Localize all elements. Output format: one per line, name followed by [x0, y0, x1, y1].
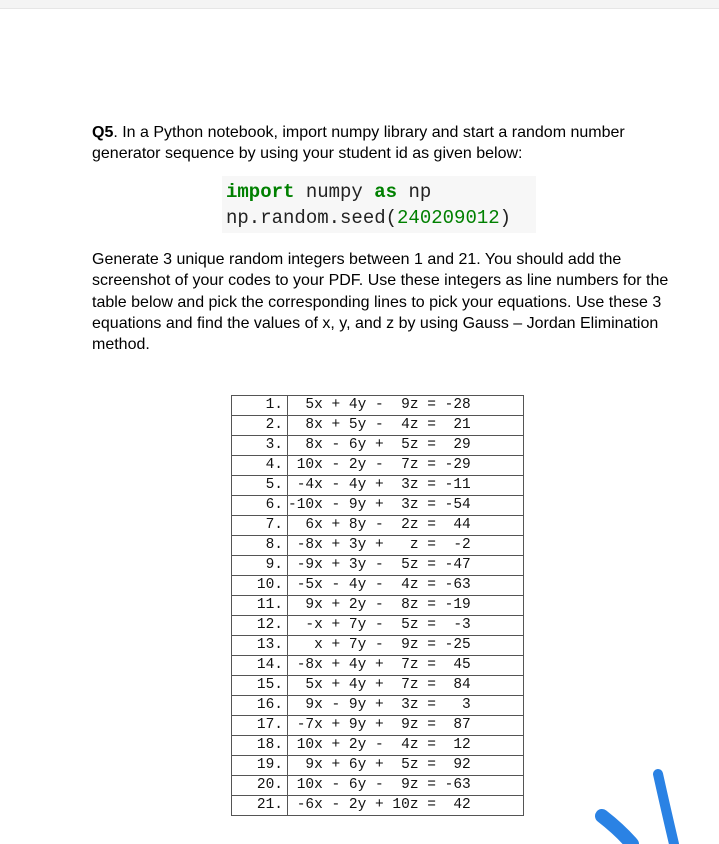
line-number: 3.: [232, 436, 288, 456]
equation: 5x + 4y + 7z = 84: [288, 676, 524, 696]
question-number: Q5: [92, 124, 114, 141]
equation: 5x + 4y - 9z = -28: [288, 396, 524, 416]
table-row: [232, 436, 524, 456]
equation: 9x + 6y + 5z = 92: [288, 756, 524, 776]
line-number: 21.: [232, 796, 288, 816]
table-row: [232, 716, 524, 736]
line-number: 15.: [232, 676, 288, 696]
equation: 10x + 2y - 4z = 12: [288, 736, 524, 756]
equation: 10x - 2y - 7z = -29: [288, 456, 524, 476]
code-keyword-as: as: [374, 181, 398, 203]
line-number: 16.: [232, 696, 288, 716]
code-line-1: [226, 179, 536, 205]
table-row: [232, 676, 524, 696]
code-call: np.random.seed(: [226, 207, 398, 229]
question-body: . In a Python notebook, import numpy library and start a random number generator sequence by using your student id as given below:: [92, 124, 625, 162]
code-close-paren: ): [499, 207, 512, 229]
equation: 10x - 6y - 9z = -63: [288, 776, 524, 796]
equation: -5x - 4y - 4z = -63: [288, 576, 524, 596]
table-row: [232, 756, 524, 776]
line-number: 7.: [232, 516, 288, 536]
line-number: 20.: [232, 776, 288, 796]
equation: x + 7y - 9z = -25: [288, 636, 524, 656]
question-text: [92, 122, 677, 164]
check-mark-icon: [590, 760, 700, 844]
table-row: [232, 556, 524, 576]
line-number: 19.: [232, 756, 288, 776]
instructions-paragraph: Generate 3 unique random integers between 1 and 21. You should add the screenshot of your codes to your PDF. Use these integers as line numbers for the table below and pick the corresponding lines to pick your equations. Use these 3 equations and find the values of x, y, and z by using Gauss – Jordan Elimination method.: [92, 251, 669, 354]
table-row: [232, 616, 524, 636]
equation: 6x + 8y - 2z = 44: [288, 516, 524, 536]
equation: -8x + 3y + z = -2: [288, 536, 524, 556]
code-block: [222, 176, 536, 233]
equation: 8x - 6y + 5z = 29: [288, 436, 524, 456]
table-row: [232, 396, 524, 416]
equation: -6x - 2y + 10z = 42: [288, 796, 524, 816]
line-number: 11.: [232, 596, 288, 616]
line-number: 18.: [232, 736, 288, 756]
table-row: [232, 596, 524, 616]
code-keyword-import: import: [226, 181, 295, 203]
equation: -x + 7y - 5z = -3: [288, 616, 524, 636]
table-row: [232, 516, 524, 536]
equation: -9x + 3y - 5z = -47: [288, 556, 524, 576]
equation: -10x - 9y + 3z = -54: [288, 496, 524, 516]
table-row: [232, 656, 524, 676]
line-number: 9.: [232, 556, 288, 576]
line-number: 6.: [232, 496, 288, 516]
line-number: 12.: [232, 616, 288, 636]
line-number: 10.: [232, 576, 288, 596]
table-row: [232, 576, 524, 596]
table-row: [232, 416, 524, 436]
top-bar: [0, 0, 719, 9]
line-number: 17.: [232, 716, 288, 736]
line-number: 14.: [232, 656, 288, 676]
line-number: 4.: [232, 456, 288, 476]
equations-table: [231, 395, 524, 816]
table-row: [232, 776, 524, 796]
equation: 8x + 5y - 4z = 21: [288, 416, 524, 436]
line-number: 8.: [232, 536, 288, 556]
code-seed-number: 240209012: [397, 207, 500, 229]
equation: -4x - 4y + 3z = -11: [288, 476, 524, 496]
line-number: 13.: [232, 636, 288, 656]
line-number: 2.: [232, 416, 288, 436]
table-row: [232, 736, 524, 756]
table-row: [232, 496, 524, 516]
table-row: [232, 696, 524, 716]
table-row: [232, 476, 524, 496]
table-row: [232, 536, 524, 556]
equation: -8x + 4y + 7z = 45: [288, 656, 524, 676]
table-row: [232, 456, 524, 476]
equation: 9x + 2y - 8z = -19: [288, 596, 524, 616]
line-number: 5.: [232, 476, 288, 496]
equation: -7x + 9y + 9z = 87: [288, 716, 524, 736]
table-row: [232, 636, 524, 656]
code-module: numpy: [294, 181, 375, 203]
line-number: 1.: [232, 396, 288, 416]
equation: 9x - 9y + 3z = 3: [288, 696, 524, 716]
code-line-2: [226, 205, 536, 231]
code-alias: np: [397, 181, 432, 203]
table-row: [232, 796, 524, 816]
